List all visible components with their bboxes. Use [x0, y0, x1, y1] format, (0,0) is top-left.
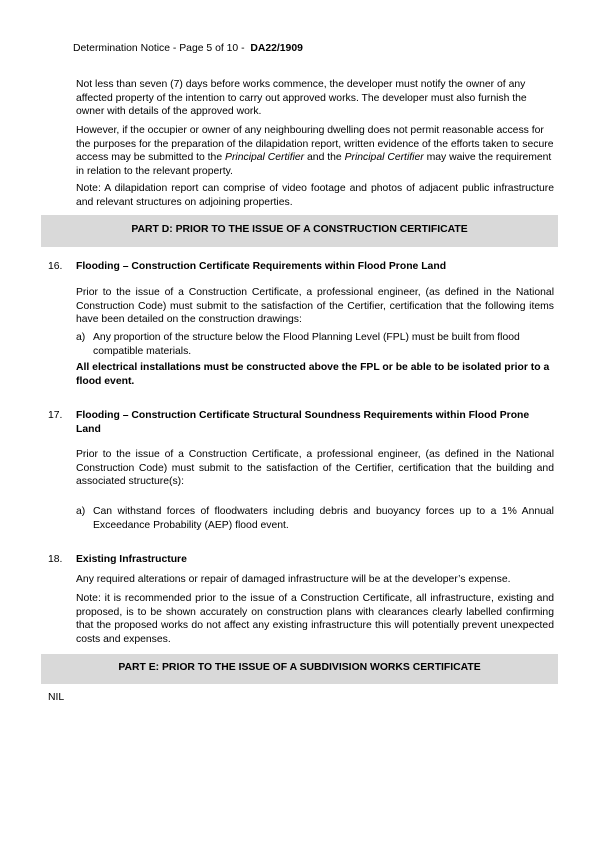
principal-certifier-2: Principal Certifier: [344, 152, 424, 164]
nil-text: NIL: [48, 692, 65, 703]
condition-17-item-a: [76, 505, 554, 532]
access-text-1: However, if the occupier or owner of any neighbouring dwelling does not permit reasonable access for the purposes for the preparation of the dilapidation report, written evidence of the efforts taken to secure access may be submitted to the: [76, 125, 554, 164]
condition-16-electrical-note: All electrical installations must be constructed above the FPL or be able to be isolated prior to a flood event.: [76, 362, 550, 387]
item-label: a): [76, 332, 86, 343]
part-e-banner: PART E: PRIOR TO THE ISSUE OF A SUBDIVISION WORKS CERTIFICATE: [41, 654, 558, 684]
condition-16-item-a: [76, 331, 554, 358]
access-text-3: may waive the requirement in relation to the relevant property.: [76, 152, 552, 177]
item-label: a): [76, 506, 86, 517]
condition-18-note: Note: it is recommended prior to the issue of a Construction Certificate, all infrastructure, existing and proposed, is to be shown accurately on construction plans with clearances clearly labelled confirming that the proposed works do not affect any existing infrastructure this will potentially prevent unexpected costs and expenses.: [76, 593, 554, 645]
item-text: Any proportion of the structure below the Flood Planning Level (FPL) must be built from flood compatible materials.: [93, 332, 520, 357]
condition-17-heading: Flooding – Construction Certificate Structural Soundness Requirements within Flood Prone Land: [76, 410, 530, 435]
intro-note-dilapidation: Note: A dilapidation report can comprise of video footage and photos of adjacent public infrastructure and relevant structures on adjoining properties.: [76, 183, 554, 208]
intro-paragraph-access: [76, 124, 554, 178]
condition-18-number: 18.: [48, 554, 63, 565]
principal-certifier-1: Principal Certifier: [225, 152, 305, 164]
access-text-2: and the: [304, 152, 345, 164]
condition-18-heading: Existing Infrastructure: [76, 554, 187, 565]
part-d-banner: PART D: PRIOR TO THE ISSUE OF A CONSTRUCTION CERTIFICATE: [41, 215, 558, 247]
condition-16-number: 16.: [48, 261, 63, 272]
intro-paragraph-notify: Not less than seven (7) days before works commence, the developer must notify the owner of any affected property of the intention to carry out approved works. The developer must also furnish the owner with details of the approved work.: [76, 79, 527, 118]
page-header: [73, 42, 303, 56]
header-page-info: Determination Notice - Page 5 of 10 -: [73, 43, 245, 54]
condition-16-heading: Flooding – Construction Certificate Requirements within Flood Prone Land: [76, 261, 447, 272]
header-da-number: DA22/1909: [250, 43, 303, 54]
condition-17-number: 17.: [48, 410, 63, 421]
condition-18-body: Any required alterations or repair of damaged infrastructure will be at the developer’s expense.: [76, 574, 511, 585]
item-text: Can withstand forces of floodwaters including debris and buoyancy forces up to a 1% Annual Exceedance Probability (AEP) flood event.: [93, 506, 554, 531]
condition-16-body: Prior to the issue of a Construction Certificate, a professional engineer, (as defined in the National Construction Code) must submit to the satisfaction of the Certifier, certification that the following items have been detailed on the construction drawings:: [76, 287, 554, 326]
condition-17-body: Prior to the issue of a Construction Certificate, a professional engineer, (as defined in the National Construction Code) must submit to the satisfaction of the Certifier, certification that the building and associated structure(s):: [76, 449, 554, 488]
